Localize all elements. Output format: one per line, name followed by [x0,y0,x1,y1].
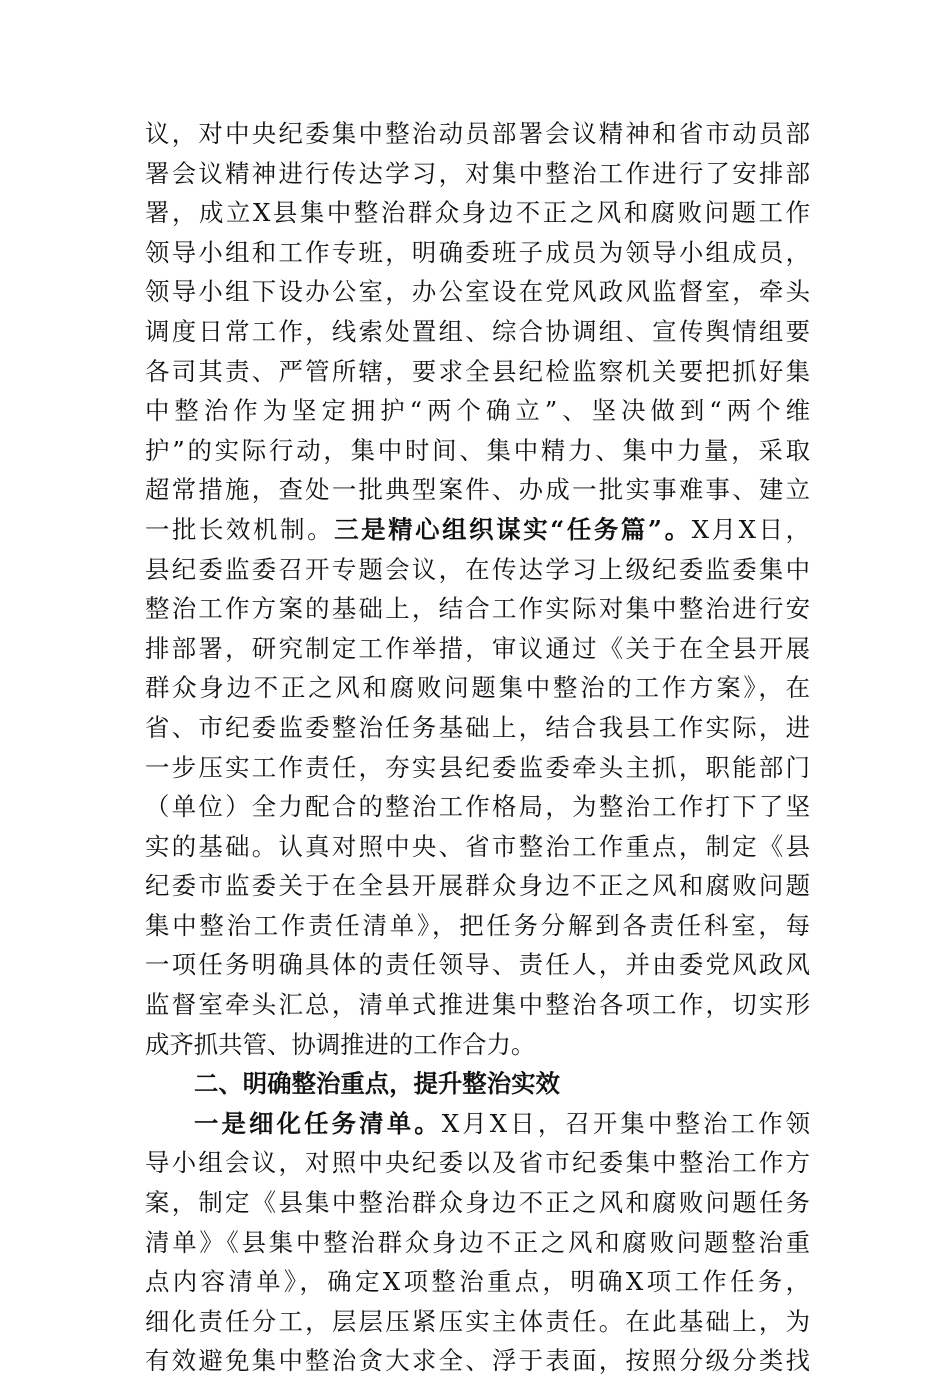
text-line: 领导小组和工作专班，明确委班子成员为领导小组成员， [145,237,810,267]
text-line: 各司其责、严管所辖，要求全县纪检监察机关要把抓好集 [145,356,810,386]
text-run: X月X日，召开集中整治工作领 [441,1108,810,1138]
text-line: 监督室牵头汇总，清单式推进集中整治各项工作，切实形 [145,990,810,1020]
text-line: 排部署，研究制定工作举措，审议通过《关于在全县开展 [145,633,810,663]
body-text [145,114,810,1381]
text-line-mixed [145,510,810,550]
text-run: 一批长效机制。 [145,514,335,544]
text-line: 导小组会议，对照中央纪委以及省市纪委集中整治工作方 [145,1148,810,1178]
text-line: 护”的实际行动，集中时间、集中精力、集中力量，采取 [145,435,810,465]
text-line: 群众身边不正之风和腐败问题集中整治的工作方案》，在 [145,673,810,703]
text-line: 集中整治工作责任清单》，把任务分解到各责任科室，每 [145,910,810,940]
text-line: 署会议精神进行传达学习，对集中整治工作进行了安排部 [145,158,810,188]
text-line: 超常措施，查处一批典型案件、办成一批实事难事、建立 [145,475,810,505]
paragraph-end-line: 成齐抓共管、协调推进的工作合力。 [145,1029,536,1059]
text-line: 县纪委监委召开专题会议，在传达学习上级纪委监委集中 [145,554,810,584]
text-line: 领导小组下设办公室，办公室设在党风政风监督室，牵头 [145,277,810,307]
section-heading: 二、明确整治重点，提升整治实效 [194,1069,560,1099]
text-line: 实的基础。认真对照中央、省市整治工作重点，制定《县 [145,831,810,861]
text-line: 省、市纪委监委整治任务基础上，结合我县工作实际，进 [145,712,810,742]
text-line: 中整治作为坚定拥护“两个确立”、坚决做到“两个维 [145,396,810,426]
text-line: 纪委市监委关于在全县开展群众身边不正之风和腐败问题 [145,871,810,901]
text-line: 整治工作方案的基础上，结合工作实际对集中整治进行安 [145,594,810,624]
text-line: 一步压实工作责任，夯实县纪委监委牵头主抓，职能部门 [145,752,810,782]
text-line: 清单》《县集中整治群众身边不正之风和腐败问题整治重 [145,1227,810,1257]
text-line: 一项任务明确具体的责任领导、责任人，并由委党风政风 [145,950,810,980]
text-line: 调度日常工作，线索处置组、综合协调组、宣传舆情组要 [145,316,810,346]
text-line: 点内容清单》，确定X项整治重点，明确X项工作任务， [145,1267,810,1297]
bold-subheading: 三是精心组织谋实“任务篇”。 [334,514,692,544]
text-line: （单位）全力配合的整治工作格局，为整治工作打下了坚 [145,792,810,822]
text-line: 议，对中央纪委集中整治动员部署会议精神和省市动员部 [145,119,810,148]
text-line: 署，成立X县集中整治群众身边不正之风和腐败问题工作 [145,198,810,228]
text-run: X月X日， [691,514,810,544]
text-line-mixed [145,1104,810,1144]
text-line: 细化责任分工，层层压紧压实主体责任。在此基础上，为 [145,1306,810,1336]
text-line: 案，制定《县集中整治群众身边不正之风和腐败问题任务 [145,1188,810,1218]
bold-subheading: 一是细化任务清单。 [194,1108,442,1138]
text-line: 有效避免集中整治贪大求全、浮于表面，按照分级分类找 [145,1346,810,1376]
